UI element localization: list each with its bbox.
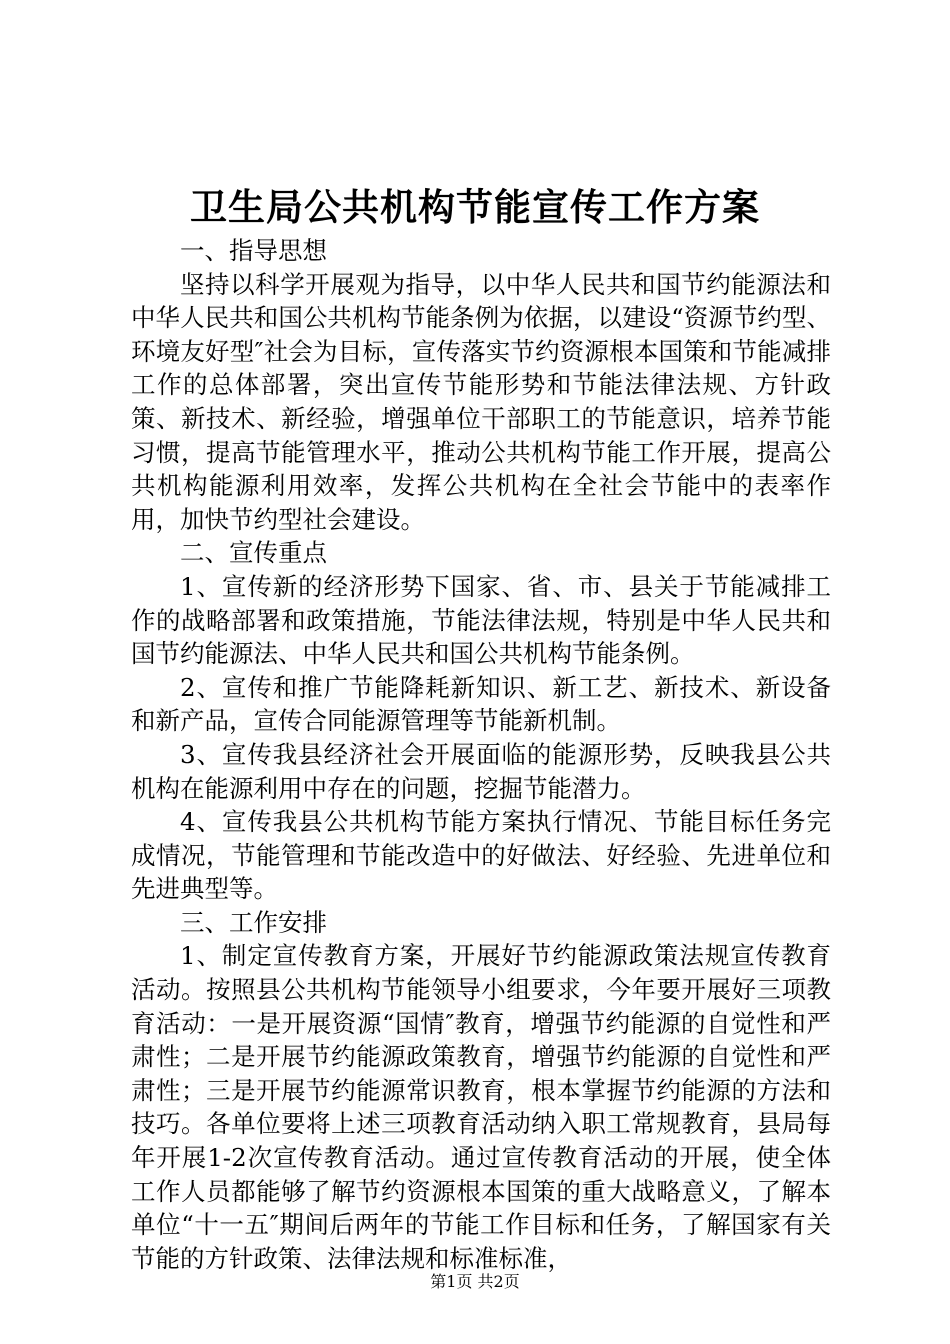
document-body bbox=[131, 234, 831, 1275]
paragraph-arrangement-item-1: 1、制定宣传教育方案，开展好节约能源政策法规宣传教育活动。按照县公共机构节能领导小组要求，今年要开展好三项教育活动：一是开展资源“国情″教育，增强节约能源的自觉性和严肃性；二是开展节约能源政策教育，增强节约能源的自觉性和严肃性；三是开展节约能源常识教育，根本掌握节约能源的方法和技巧。各单位要将上述三项教育活动纳入职工常规教育，县局每年开展1-2次宣传教育活动。通过宣传教育活动的开展，使全体工作人员都能够了解节约资源根本国策的重大战略意义，了解本单位“十一五″期间后两年的节能工作目标和任务，了解国家有关节能的方针政策、法律法规和标准标准， bbox=[131, 941, 831, 1273]
section-heading-publicity-focus: 二、宣传重点 bbox=[180, 538, 327, 568]
paragraph-focus-item-2: 2、宣传和推广节能降耗新知识、新工艺、新技术、新设备和新产品，宣传合同能源管理等节能新机制。 bbox=[131, 672, 831, 736]
paragraph-guiding-ideology: 坚持以科学开展观为指导，以中华人民共和国节约能源法和中华人民共和国公共机构节能条例为依据，以建设“资源节约型、环境友好型″社会为目标，宣传落实节约资源根本国策和节能减排工作的总体部署，突出宣传节能形势和节能法律法规、方针政策、新技术、新经验，增强单位干部职工的节能意识，培养节能习惯，提高节能管理水平，推动公共机构节能工作开展，提高公共机构能源利用效率，发挥公共机构在全社会节能中的表率作用，加快节约型社会建设。 bbox=[131, 269, 831, 534]
section-heading-work-arrangement: 三、工作安排 bbox=[180, 907, 327, 937]
document-title: 卫生局公共机构节能宣传工作方案 bbox=[190, 186, 760, 229]
paragraph-focus-item-1: 1、宣传新的经济形势下国家、省、市、县关于节能减排工作的战略部署和政策措施，节能法律法规，特别是中华人民共和国节约能源法、中华人民共和国公共机构节能条例。 bbox=[131, 571, 831, 669]
page-footer: 第1页 共2页 bbox=[430, 1272, 520, 1291]
section-heading-guiding-ideology: 一、指导思想 bbox=[180, 236, 327, 265]
paragraph-focus-item-4: 4、宣传我县公共机构节能方案执行情况、节能目标任务完成情况，节能管理和节能改造中的好做法、好经验、先进单位和先进典型等。 bbox=[131, 807, 831, 904]
paragraph-focus-item-3: 3、宣传我县经济社会开展面临的能源形势，反映我县公共机构在能源利用中存在的问题，挖掘节能潜力。 bbox=[131, 739, 831, 803]
